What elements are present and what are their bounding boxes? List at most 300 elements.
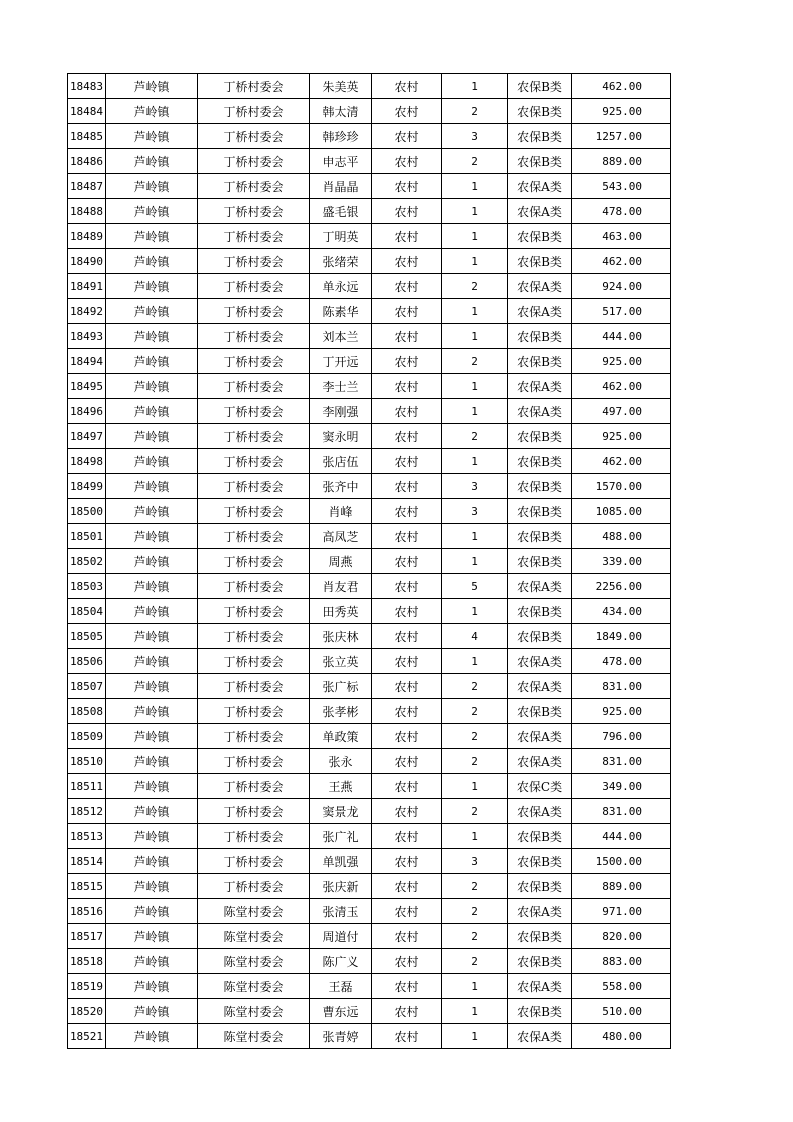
insurance-category-cell: 农保A类 — [508, 749, 572, 774]
person-name-cell: 陈素华 — [310, 299, 372, 324]
town-name-cell: 芦岭镇 — [106, 874, 198, 899]
insurance-category-cell: 农保A类 — [508, 974, 572, 999]
amount-cell: 925.00 — [572, 99, 671, 124]
town-name-cell: 芦岭镇 — [106, 374, 198, 399]
record-id-cell: 18500 — [68, 499, 106, 524]
record-id-cell: 18487 — [68, 174, 106, 199]
table-row — [68, 124, 671, 149]
table-row — [68, 324, 671, 349]
person-name-cell: 陈广义 — [310, 949, 372, 974]
household-type-cell: 农村 — [372, 74, 442, 99]
household-type-cell: 农村 — [372, 674, 442, 699]
record-id-cell: 18520 — [68, 999, 106, 1024]
member-count-cell: 1 — [442, 649, 508, 674]
household-type-cell: 农村 — [372, 374, 442, 399]
table-row — [68, 999, 671, 1024]
village-committee-cell: 丁桥村委会 — [198, 474, 310, 499]
record-id-cell: 18485 — [68, 124, 106, 149]
household-type-cell: 农村 — [372, 474, 442, 499]
member-count-cell: 1 — [442, 199, 508, 224]
insurance-category-cell: 农保A类 — [508, 174, 572, 199]
record-id-cell: 18509 — [68, 724, 106, 749]
household-type-cell: 农村 — [372, 324, 442, 349]
amount-cell: 883.00 — [572, 949, 671, 974]
household-type-cell: 农村 — [372, 974, 442, 999]
village-committee-cell: 丁桥村委会 — [198, 774, 310, 799]
town-name-cell: 芦岭镇 — [106, 649, 198, 674]
household-type-cell: 农村 — [372, 249, 442, 274]
household-type-cell: 农村 — [372, 224, 442, 249]
person-name-cell: 窦景龙 — [310, 799, 372, 824]
records-body — [68, 74, 671, 1049]
person-name-cell: 张广标 — [310, 674, 372, 699]
person-name-cell: 张清玉 — [310, 899, 372, 924]
insurance-category-cell: 农保B类 — [508, 224, 572, 249]
amount-cell: 517.00 — [572, 299, 671, 324]
amount-cell: 463.00 — [572, 224, 671, 249]
person-name-cell: 丁明英 — [310, 224, 372, 249]
insurance-category-cell: 农保A类 — [508, 649, 572, 674]
village-committee-cell: 丁桥村委会 — [198, 649, 310, 674]
record-id-cell: 18484 — [68, 99, 106, 124]
person-name-cell: 申志平 — [310, 149, 372, 174]
person-name-cell: 丁开远 — [310, 349, 372, 374]
town-name-cell: 芦岭镇 — [106, 149, 198, 174]
insurance-category-cell: 农保B类 — [508, 874, 572, 899]
person-name-cell: 刘本兰 — [310, 324, 372, 349]
table-row — [68, 799, 671, 824]
village-committee-cell: 丁桥村委会 — [198, 749, 310, 774]
table-row — [68, 774, 671, 799]
insurance-category-cell: 农保B类 — [508, 524, 572, 549]
village-committee-cell: 丁桥村委会 — [198, 274, 310, 299]
insurance-category-cell: 农保B类 — [508, 824, 572, 849]
records-table — [67, 73, 671, 1049]
village-committee-cell: 丁桥村委会 — [198, 524, 310, 549]
insurance-category-cell: 农保A类 — [508, 399, 572, 424]
village-committee-cell: 丁桥村委会 — [198, 174, 310, 199]
town-name-cell: 芦岭镇 — [106, 674, 198, 699]
member-count-cell: 2 — [442, 149, 508, 174]
insurance-category-cell: 农保A类 — [508, 199, 572, 224]
table-row — [68, 249, 671, 274]
insurance-category-cell: 农保B类 — [508, 624, 572, 649]
insurance-category-cell: 农保A类 — [508, 274, 572, 299]
amount-cell: 2256.00 — [572, 574, 671, 599]
person-name-cell: 曹东远 — [310, 999, 372, 1024]
member-count-cell: 4 — [442, 624, 508, 649]
record-id-cell: 18497 — [68, 424, 106, 449]
amount-cell: 1257.00 — [572, 124, 671, 149]
amount-cell: 444.00 — [572, 324, 671, 349]
town-name-cell: 芦岭镇 — [106, 449, 198, 474]
table-row — [68, 1024, 671, 1049]
village-committee-cell: 丁桥村委会 — [198, 349, 310, 374]
village-committee-cell: 丁桥村委会 — [198, 849, 310, 874]
record-id-cell: 18514 — [68, 849, 106, 874]
record-id-cell: 18512 — [68, 799, 106, 824]
table-row — [68, 699, 671, 724]
table-row — [68, 199, 671, 224]
village-committee-cell: 丁桥村委会 — [198, 224, 310, 249]
table-row — [68, 99, 671, 124]
town-name-cell: 芦岭镇 — [106, 599, 198, 624]
household-type-cell: 农村 — [372, 274, 442, 299]
amount-cell: 831.00 — [572, 674, 671, 699]
village-committee-cell: 丁桥村委会 — [198, 124, 310, 149]
person-name-cell: 单凯强 — [310, 849, 372, 874]
member-count-cell: 1 — [442, 74, 508, 99]
member-count-cell: 2 — [442, 424, 508, 449]
table-row — [68, 74, 671, 99]
record-id-cell: 18521 — [68, 1024, 106, 1049]
household-type-cell: 农村 — [372, 349, 442, 374]
household-type-cell: 农村 — [372, 649, 442, 674]
table-row — [68, 499, 671, 524]
insurance-category-cell: 农保B类 — [508, 149, 572, 174]
record-id-cell: 18506 — [68, 649, 106, 674]
insurance-category-cell: 农保A类 — [508, 799, 572, 824]
town-name-cell: 芦岭镇 — [106, 224, 198, 249]
amount-cell: 444.00 — [572, 824, 671, 849]
village-committee-cell: 陈堂村委会 — [198, 924, 310, 949]
household-type-cell: 农村 — [372, 849, 442, 874]
table-row — [68, 824, 671, 849]
insurance-category-cell: 农保B类 — [508, 499, 572, 524]
person-name-cell: 高凤芝 — [310, 524, 372, 549]
person-name-cell: 田秀英 — [310, 599, 372, 624]
village-committee-cell: 陈堂村委会 — [198, 1024, 310, 1049]
village-committee-cell: 陈堂村委会 — [198, 974, 310, 999]
record-id-cell: 18505 — [68, 624, 106, 649]
town-name-cell: 芦岭镇 — [106, 1024, 198, 1049]
person-name-cell: 张绪荣 — [310, 249, 372, 274]
table-row — [68, 599, 671, 624]
village-committee-cell: 丁桥村委会 — [198, 74, 310, 99]
town-name-cell: 芦岭镇 — [106, 624, 198, 649]
table-row — [68, 424, 671, 449]
household-type-cell: 农村 — [372, 824, 442, 849]
member-count-cell: 1 — [442, 824, 508, 849]
town-name-cell: 芦岭镇 — [106, 899, 198, 924]
member-count-cell: 5 — [442, 574, 508, 599]
record-id-cell: 18517 — [68, 924, 106, 949]
household-type-cell: 农村 — [372, 624, 442, 649]
town-name-cell: 芦岭镇 — [106, 974, 198, 999]
town-name-cell: 芦岭镇 — [106, 274, 198, 299]
member-count-cell: 2 — [442, 724, 508, 749]
village-committee-cell: 丁桥村委会 — [198, 199, 310, 224]
household-type-cell: 农村 — [372, 724, 442, 749]
village-committee-cell: 丁桥村委会 — [198, 374, 310, 399]
household-type-cell: 农村 — [372, 949, 442, 974]
member-count-cell: 3 — [442, 849, 508, 874]
table-row — [68, 449, 671, 474]
village-committee-cell: 丁桥村委会 — [198, 449, 310, 474]
member-count-cell: 1 — [442, 1024, 508, 1049]
insurance-category-cell: 农保A类 — [508, 724, 572, 749]
town-name-cell: 芦岭镇 — [106, 499, 198, 524]
table-row — [68, 574, 671, 599]
household-type-cell: 农村 — [372, 899, 442, 924]
table-row — [68, 374, 671, 399]
village-committee-cell: 丁桥村委会 — [198, 599, 310, 624]
household-type-cell: 农村 — [372, 499, 442, 524]
member-count-cell: 2 — [442, 99, 508, 124]
household-type-cell: 农村 — [372, 699, 442, 724]
amount-cell: 478.00 — [572, 649, 671, 674]
village-committee-cell: 丁桥村委会 — [198, 824, 310, 849]
town-name-cell: 芦岭镇 — [106, 799, 198, 824]
household-type-cell: 农村 — [372, 199, 442, 224]
village-committee-cell: 丁桥村委会 — [198, 324, 310, 349]
record-id-cell: 18489 — [68, 224, 106, 249]
member-count-cell: 1 — [442, 399, 508, 424]
table-row — [68, 649, 671, 674]
town-name-cell: 芦岭镇 — [106, 824, 198, 849]
village-committee-cell: 丁桥村委会 — [198, 724, 310, 749]
record-id-cell: 18516 — [68, 899, 106, 924]
village-committee-cell: 丁桥村委会 — [198, 499, 310, 524]
person-name-cell: 张庆新 — [310, 874, 372, 899]
member-count-cell: 1 — [442, 974, 508, 999]
member-count-cell: 2 — [442, 699, 508, 724]
person-name-cell: 张齐中 — [310, 474, 372, 499]
village-committee-cell: 丁桥村委会 — [198, 249, 310, 274]
member-count-cell: 1 — [442, 774, 508, 799]
person-name-cell: 盛毛银 — [310, 199, 372, 224]
amount-cell: 796.00 — [572, 724, 671, 749]
household-type-cell: 农村 — [372, 299, 442, 324]
village-committee-cell: 丁桥村委会 — [198, 699, 310, 724]
amount-cell: 924.00 — [572, 274, 671, 299]
member-count-cell: 2 — [442, 924, 508, 949]
person-name-cell: 张庆林 — [310, 624, 372, 649]
insurance-category-cell: 农保B类 — [508, 249, 572, 274]
amount-cell: 339.00 — [572, 549, 671, 574]
town-name-cell: 芦岭镇 — [106, 699, 198, 724]
insurance-category-cell: 农保A类 — [508, 674, 572, 699]
member-count-cell: 2 — [442, 749, 508, 774]
member-count-cell: 1 — [442, 324, 508, 349]
amount-cell: 510.00 — [572, 999, 671, 1024]
record-id-cell: 18498 — [68, 449, 106, 474]
town-name-cell: 芦岭镇 — [106, 74, 198, 99]
household-type-cell: 农村 — [372, 399, 442, 424]
household-type-cell: 农村 — [372, 549, 442, 574]
household-type-cell: 农村 — [372, 1024, 442, 1049]
table-row — [68, 549, 671, 574]
town-name-cell: 芦岭镇 — [106, 574, 198, 599]
town-name-cell: 芦岭镇 — [106, 749, 198, 774]
household-type-cell: 农村 — [372, 599, 442, 624]
village-committee-cell: 丁桥村委会 — [198, 574, 310, 599]
record-id-cell: 18504 — [68, 599, 106, 624]
record-id-cell: 18494 — [68, 349, 106, 374]
table-row — [68, 874, 671, 899]
insurance-category-cell: 农保B类 — [508, 324, 572, 349]
insurance-category-cell: 农保B类 — [508, 124, 572, 149]
town-name-cell: 芦岭镇 — [106, 924, 198, 949]
table-row — [68, 749, 671, 774]
record-id-cell: 18518 — [68, 949, 106, 974]
table-row — [68, 924, 671, 949]
amount-cell: 543.00 — [572, 174, 671, 199]
town-name-cell: 芦岭镇 — [106, 324, 198, 349]
member-count-cell: 2 — [442, 799, 508, 824]
member-count-cell: 2 — [442, 874, 508, 899]
insurance-category-cell: 农保B类 — [508, 449, 572, 474]
member-count-cell: 1 — [442, 224, 508, 249]
member-count-cell: 3 — [442, 124, 508, 149]
record-id-cell: 18513 — [68, 824, 106, 849]
person-name-cell: 窦永明 — [310, 424, 372, 449]
village-committee-cell: 陈堂村委会 — [198, 949, 310, 974]
town-name-cell: 芦岭镇 — [106, 249, 198, 274]
record-id-cell: 18511 — [68, 774, 106, 799]
town-name-cell: 芦岭镇 — [106, 424, 198, 449]
amount-cell: 831.00 — [572, 799, 671, 824]
amount-cell: 1500.00 — [572, 849, 671, 874]
member-count-cell: 1 — [442, 374, 508, 399]
amount-cell: 1085.00 — [572, 499, 671, 524]
town-name-cell: 芦岭镇 — [106, 124, 198, 149]
town-name-cell: 芦岭镇 — [106, 849, 198, 874]
person-name-cell: 张店伍 — [310, 449, 372, 474]
village-committee-cell: 丁桥村委会 — [198, 299, 310, 324]
member-count-cell: 1 — [442, 999, 508, 1024]
table-row — [68, 149, 671, 174]
amount-cell: 925.00 — [572, 349, 671, 374]
member-count-cell: 2 — [442, 349, 508, 374]
town-name-cell: 芦岭镇 — [106, 199, 198, 224]
insurance-category-cell: 农保B类 — [508, 699, 572, 724]
record-id-cell: 18502 — [68, 549, 106, 574]
household-type-cell: 农村 — [372, 99, 442, 124]
person-name-cell: 张永 — [310, 749, 372, 774]
member-count-cell: 1 — [442, 549, 508, 574]
amount-cell: 462.00 — [572, 374, 671, 399]
person-name-cell: 韩太清 — [310, 99, 372, 124]
town-name-cell: 芦岭镇 — [106, 724, 198, 749]
amount-cell: 1849.00 — [572, 624, 671, 649]
person-name-cell: 王磊 — [310, 974, 372, 999]
village-committee-cell: 丁桥村委会 — [198, 399, 310, 424]
member-count-cell: 1 — [442, 599, 508, 624]
table-row — [68, 724, 671, 749]
town-name-cell: 芦岭镇 — [106, 474, 198, 499]
person-name-cell: 朱美英 — [310, 74, 372, 99]
record-id-cell: 18486 — [68, 149, 106, 174]
record-id-cell: 18496 — [68, 399, 106, 424]
town-name-cell: 芦岭镇 — [106, 549, 198, 574]
town-name-cell: 芦岭镇 — [106, 99, 198, 124]
village-committee-cell: 陈堂村委会 — [198, 899, 310, 924]
table-row — [68, 174, 671, 199]
village-committee-cell: 丁桥村委会 — [198, 624, 310, 649]
household-type-cell: 农村 — [372, 799, 442, 824]
amount-cell: 820.00 — [572, 924, 671, 949]
household-type-cell: 农村 — [372, 999, 442, 1024]
insurance-category-cell: 农保B类 — [508, 349, 572, 374]
amount-cell: 831.00 — [572, 749, 671, 774]
village-committee-cell: 丁桥村委会 — [198, 549, 310, 574]
village-committee-cell: 丁桥村委会 — [198, 674, 310, 699]
record-id-cell: 18495 — [68, 374, 106, 399]
household-type-cell: 农村 — [372, 424, 442, 449]
amount-cell: 925.00 — [572, 699, 671, 724]
town-name-cell: 芦岭镇 — [106, 349, 198, 374]
person-name-cell: 肖峰 — [310, 499, 372, 524]
member-count-cell: 3 — [442, 499, 508, 524]
member-count-cell: 2 — [442, 949, 508, 974]
record-id-cell: 18515 — [68, 874, 106, 899]
table-row — [68, 299, 671, 324]
town-name-cell: 芦岭镇 — [106, 524, 198, 549]
household-type-cell: 农村 — [372, 449, 442, 474]
record-id-cell: 18508 — [68, 699, 106, 724]
member-count-cell: 1 — [442, 524, 508, 549]
record-id-cell: 18483 — [68, 74, 106, 99]
insurance-category-cell: 农保B类 — [508, 424, 572, 449]
town-name-cell: 芦岭镇 — [106, 399, 198, 424]
person-name-cell: 张孝彬 — [310, 699, 372, 724]
household-type-cell: 农村 — [372, 924, 442, 949]
amount-cell: 462.00 — [572, 249, 671, 274]
insurance-category-cell: 农保A类 — [508, 1024, 572, 1049]
insurance-category-cell: 农保B类 — [508, 599, 572, 624]
member-count-cell: 2 — [442, 274, 508, 299]
town-name-cell: 芦岭镇 — [106, 174, 198, 199]
household-type-cell: 农村 — [372, 574, 442, 599]
person-name-cell: 周燕 — [310, 549, 372, 574]
amount-cell: 478.00 — [572, 199, 671, 224]
insurance-category-cell: 农保B类 — [508, 924, 572, 949]
member-count-cell: 2 — [442, 674, 508, 699]
amount-cell: 971.00 — [572, 899, 671, 924]
record-id-cell: 18519 — [68, 974, 106, 999]
record-id-cell: 18510 — [68, 749, 106, 774]
person-name-cell: 韩珍珍 — [310, 124, 372, 149]
person-name-cell: 李刚强 — [310, 399, 372, 424]
amount-cell: 488.00 — [572, 524, 671, 549]
household-type-cell: 农村 — [372, 124, 442, 149]
amount-cell: 925.00 — [572, 424, 671, 449]
person-name-cell: 单永远 — [310, 274, 372, 299]
insurance-category-cell: 农保B类 — [508, 474, 572, 499]
amount-cell: 462.00 — [572, 449, 671, 474]
amount-cell: 349.00 — [572, 774, 671, 799]
town-name-cell: 芦岭镇 — [106, 299, 198, 324]
town-name-cell: 芦岭镇 — [106, 774, 198, 799]
village-committee-cell: 丁桥村委会 — [198, 424, 310, 449]
record-id-cell: 18501 — [68, 524, 106, 549]
person-name-cell: 张青婷 — [310, 1024, 372, 1049]
record-id-cell: 18492 — [68, 299, 106, 324]
member-count-cell: 1 — [442, 249, 508, 274]
member-count-cell: 2 — [442, 899, 508, 924]
record-id-cell: 18490 — [68, 249, 106, 274]
member-count-cell: 1 — [442, 299, 508, 324]
insurance-category-cell: 农保A类 — [508, 899, 572, 924]
record-id-cell: 18491 — [68, 274, 106, 299]
record-id-cell: 18507 — [68, 674, 106, 699]
table-row — [68, 899, 671, 924]
insurance-category-cell: 农保B类 — [508, 549, 572, 574]
table-row — [68, 624, 671, 649]
insurance-category-cell: 农保B类 — [508, 999, 572, 1024]
amount-cell: 889.00 — [572, 874, 671, 899]
